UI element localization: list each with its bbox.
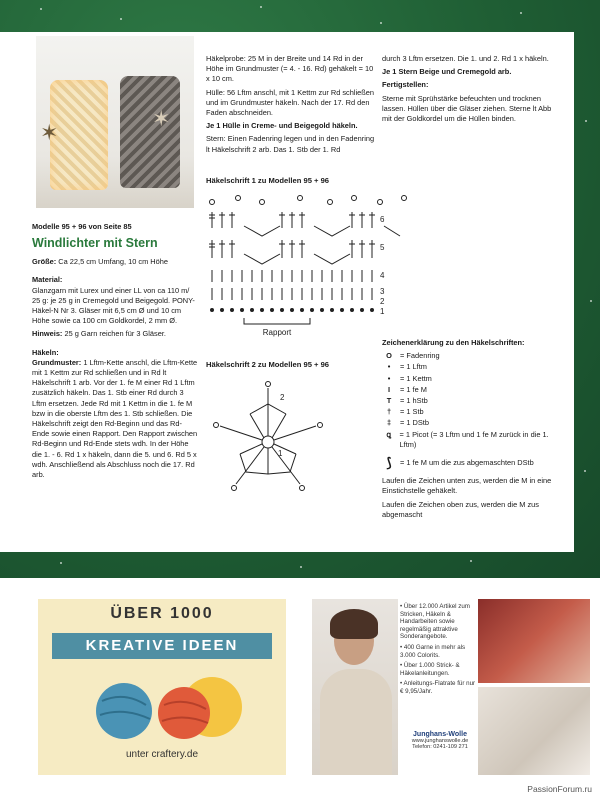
- hint-label: Hinweis:: [32, 329, 63, 339]
- row-number: 2: [280, 393, 285, 402]
- model-photo: [312, 599, 398, 775]
- crochet-chart-1: [204, 190, 424, 342]
- picot-row: [210, 196, 407, 205]
- text-column-right: [382, 54, 552, 127]
- paragraph: Je 1 Stern Beige und Cremegold arb.: [382, 67, 512, 77]
- legend-text: = 1 Kettm: [400, 373, 432, 383]
- paragraph: Sterne mit Sprühstärke befeuchten und trocknen lassen. Hüllen über die Gläser ziehen. Sterne lt Abb mit der Goldkordel um die Hüllen binden.: [382, 93, 552, 124]
- legend-symbol: •: [387, 373, 391, 383]
- legend-symbol: †: [386, 407, 392, 417]
- material-text: Glanzgarn mit Lurex und einer LL von ca 110 m/ 25 g: je 25 g in Cremegold und Beigegold. PONY-Häkel-N Nr 3. Gläser mit 6,5 cm Ø und 10 cm Höhe sowie ca 100 cm Goldkordel, 2 mm Ø.: [32, 285, 195, 326]
- row-number: 1: [278, 449, 283, 458]
- legend-symbol: T: [386, 396, 392, 406]
- article-column: [32, 222, 198, 483]
- row-number: 6: [380, 215, 385, 224]
- hint-text: 25 g Garn reichen für 3 Gläser.: [64, 329, 166, 339]
- legend: [382, 338, 562, 523]
- junghans-ad[interactable]: [312, 599, 478, 775]
- legend-item: [382, 407, 562, 417]
- paragraph: Stern: Einen Fadenring legen und in den Fadenring lt Häkelschrift 2 arb. Das 1. Stb der 1. Rd: [206, 134, 375, 154]
- rapport-label: Rapport: [262, 328, 292, 337]
- craftery-ad[interactable]: [38, 599, 286, 775]
- brand-name: Junghans-Wolle: [413, 731, 467, 738]
- row-number: 4: [380, 271, 385, 280]
- legend-item: [382, 455, 562, 471]
- legend-symbol: •: [387, 362, 391, 372]
- ad-feature: • 400 Garne in mehr als 3.000 Colorits.: [400, 643, 466, 659]
- legend-item: [382, 362, 562, 372]
- section-heading: Fertigstellen:: [382, 80, 429, 90]
- paragraph: Je 1 Hülle in Creme- und Beigegold häkeln.: [206, 121, 358, 131]
- crochet-label: Häkeln:: [32, 347, 59, 357]
- legend-item: [382, 385, 562, 395]
- star-icon: ✶: [40, 120, 59, 145]
- brand-phone: Telefon: 0241-109 271: [412, 744, 468, 750]
- legend-title: Zeichenerklärung zu den Häkelschriften:: [382, 338, 525, 347]
- paragraph: Häkelprobe: 25 M in der Breite und 14 Rd in der Höhe im Grundmuster (= 4. - 16. Rd) gehäkelt = 10 x 10 cm.: [206, 54, 374, 84]
- watermark: PassionForum.ru: [527, 784, 592, 794]
- ad-banner: KREATIVE IDEEN: [52, 633, 272, 659]
- row-number: 5: [380, 243, 385, 252]
- legend-item: [382, 430, 562, 450]
- legend-text: = 1 hStb: [400, 396, 428, 406]
- row-number: 3: [380, 287, 385, 296]
- gold-jar-image: [50, 80, 108, 190]
- chain-row: [211, 309, 374, 312]
- paragraph: Hülle: 56 Lftm anschl, mit 1 Kettm zur Rd schließen und im Grundmuster häkeln. Nach der 17. Rd den Faden abschneiden.: [206, 87, 374, 118]
- legend-item: [382, 351, 562, 361]
- rapport-bracket: [244, 318, 310, 324]
- row-number: 2: [380, 297, 385, 306]
- legend-symbol: O: [386, 351, 392, 361]
- row-number: 1: [380, 307, 385, 316]
- legend-text: = 1 Lftm: [400, 362, 427, 372]
- material-label: Material:: [32, 275, 63, 285]
- star-icon: ✶: [152, 106, 171, 131]
- size-label: Größe:: [32, 257, 57, 267]
- legend-text: = 1 fe M um die zus abgemaschten DStb: [400, 458, 534, 468]
- legend-text: = 1 fe M: [400, 384, 427, 394]
- crochet-chart-2: [206, 374, 336, 500]
- legend-symbol: I: [387, 384, 391, 394]
- legend-text: = 1 DStb: [400, 418, 429, 428]
- yarn-balls-illustration: [72, 671, 252, 743]
- legend-item: [382, 396, 562, 406]
- legend-text: = 1 Picot (= 3 Lftm und 1 fe M zurück in die 1. Lftm): [399, 429, 549, 449]
- ad-url[interactable]: unter craftery.de: [125, 749, 199, 760]
- legend-note: Laufen die Zeichen unten zus, werden die M in eine Einstichstelle gehäkelt.: [382, 476, 552, 496]
- brand-web[interactable]: www.junghanswolle.de: [411, 738, 469, 744]
- diagram1-title: Häkelschrift 1 zu Modellen 95 + 96: [206, 176, 330, 185]
- pattern-text: 1 Lftm-Kette anschl, die Lftm-Kette mit 1 Kettm zur Rd schließen und in Rd lt Häkelschrift 1 arb. Vor der 1. fe M einer Rd 1 Lftm zusätzlich häkeln. Das 1. Stb einer Rd durch 3 Lftm ersetzen. Jede Rd mit 1 Kettm in die 1. fe M bzw in die oberste Lftm des 1. Stb schließen. Die Häkelschrift zeigt den Rd-Beginn und das Rd-Ende sowie einen Rapport. Den Rapport zwischen Rd-Beginn und Rd-Ende stets wdh. In der Höhe die 1. - 6. Rd 1 x häkeln, dann die 5. und 6. Rd 5 x wdh. Anschließend als Abschluss noch die 17. Rd arb.: [32, 357, 198, 480]
- legend-symbol: ⟆: [386, 455, 392, 471]
- article-title: Windlichter mit Stern: [32, 236, 158, 251]
- ad-feature-list: [400, 603, 480, 699]
- text-column-middle: [206, 54, 376, 158]
- pattern-label: Grundmuster:: [32, 357, 82, 367]
- ad-feature: • Über 1.000 Strick- & Häkelanleitungen.: [400, 662, 460, 677]
- legend-text: = 1 Stb: [400, 407, 424, 417]
- yarn-photos: [478, 599, 590, 775]
- ad-headline: ÜBER 1000: [110, 605, 214, 622]
- size-text: Ca 22,5 cm Umfang, 10 cm Höhe: [58, 257, 168, 267]
- legend-item: [382, 418, 562, 428]
- legend-symbol: ‡: [386, 418, 392, 428]
- legend-note: Laufen die Zeichen oben zus, werden die M zus abgemascht: [382, 499, 539, 519]
- brand-logo: [400, 731, 480, 750]
- stitch-rows: [209, 212, 400, 300]
- legend-symbol: ꝗ: [386, 429, 392, 439]
- ad-feature: • Anleitungs-Flatrate für nur € 9,95/Jahr.: [400, 680, 476, 695]
- paragraph: durch 3 Lftm ersetzen. Die 1. und 2. Rd 1 x häkeln.: [382, 54, 549, 63]
- lanterns-photo: [36, 36, 194, 208]
- legend-text: = Fadenring: [400, 351, 440, 361]
- dark-jar-image: [120, 76, 180, 188]
- diagram2-title: Häkelschrift 2 zu Modellen 95 + 96: [206, 360, 330, 369]
- legend-item: [382, 374, 562, 384]
- ad-feature: • Über 12.000 Artikel zum Stricken, Häkeln & Handarbeiten sowie regelmäßig attraktive Sonderangebote.: [400, 603, 470, 641]
- models-reference: Modelle 95 + 96 von Seite 85: [32, 222, 132, 231]
